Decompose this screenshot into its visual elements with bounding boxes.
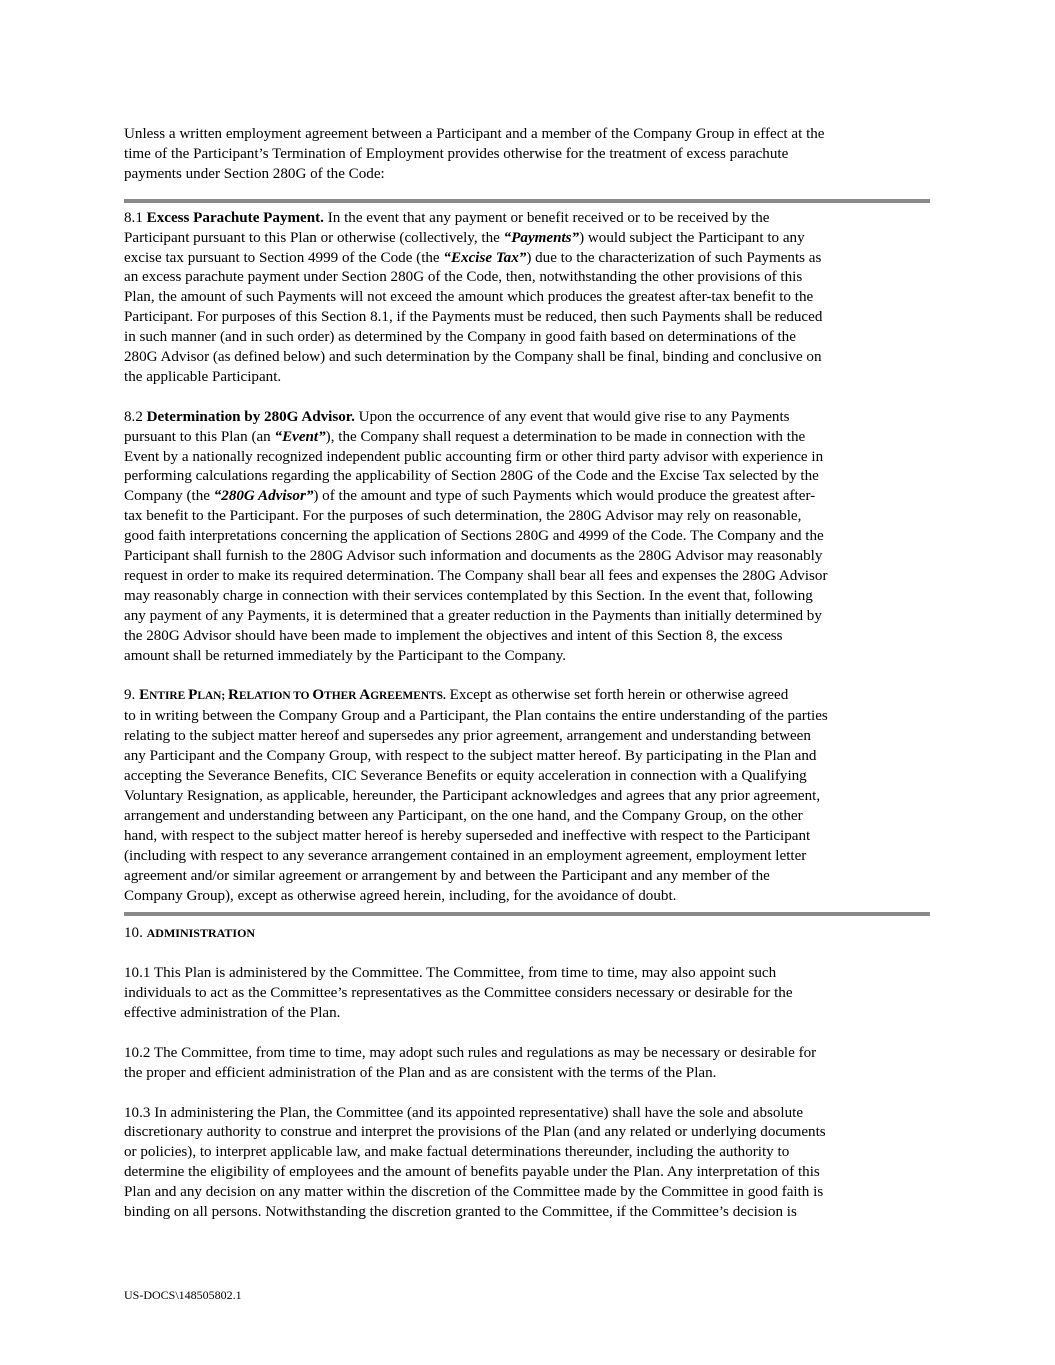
- section-8-1-text: ) due to the characterization of such Payments as an excess parachute payment under Section 280G of the Code, then, notwithstanding the other provisions of this Plan, the amount of such Payments will not exceed the amount which produces the greatest after-tax benefit to the Participant. For purposes of this Section 8.1, if the Payments must be reduced, then such Payments shall be reduced in such manner (and in such order) as determined by the Company in good faith based on determinations of the 280G Advisor (as defined below) and such determination by the Company shall be final, binding and conclusive on the applicable Participant.: [124, 249, 823, 385]
- defined-term-280g-advisor: “280G Advisor”: [213, 488, 314, 505]
- section-8-2-text: ) of the amount and type of such Payments which would produce the greatest after- tax benefit to the Participant. For the purposes of such determination, the 280G Advisor may rely on reasonable, good faith interpretations concerning the application of Sections 280G and 4999 of the Code. The Company and the Participant shall furnish to the 280G Advisor such information and documents as the 280G Advisor may reasonably request in order to make its required determination. The Company shall bear all fees and expenses the 280G Advisor may reasonably charge in connection with their services contemplated by this Section. In the event that, following any payment of any Payments, it is determined that a greater reduction in the Payments than initially determined by the 280G Advisor should have been made to implement the objectives and intent of this Section 8, the excess amount shall be returned immediately by the Participant to the Company.: [124, 488, 828, 664]
- section-8-1-text: ) would subject the Participant to any excise tax pursuant to Section 4999 of the Code (the: [124, 229, 805, 266]
- section-10-3-paragraph: 10.3 In administering the Plan, the Committee (and its appointed representative) shall have the sole and absolute discretionary authority to construe and interpret the provisions of the Plan (and any related or underlying documents or policies), to interpret applicable law, and make factual determinations thereunder, including the authority to determine the eligibility of employees and the amount of benefits payable under the Plan. Any interpretation of this Plan and any decision on any matter within the discretion of the Committee made by the Committee in good faith is binding on all persons. Notwithstanding the discretion granted to the Committee, if the Committee’s decision is: [124, 1104, 826, 1221]
- section-8-2-paragraph: [124, 408, 930, 667]
- section-9-heading: ENTIRE PLAN; RELATION TO OTHER AGREEMENTS.: [139, 687, 446, 704]
- section-8-2-text: ), the Company shall request a determination to be made in connection with the Event by a nationally recognized independent public accounting firm or other third party advisor with experience in performing calculations regarding the applicability of Section 280G of the Code and the Excise Tax selected by the Company (the: [124, 428, 824, 505]
- section-8-2-text: Upon the occurrence of any event that would give rise to any Payments pursuant to this Plan (an: [124, 408, 790, 445]
- section-10-2-paragraph: 10.2 The Committee, from time to time, may adopt such rules and regulations as may be necessary or desirable for the proper and efficient administration of the Plan and as are consistent with the terms of the Plan.: [124, 1044, 817, 1081]
- document-footer-id: US-DOCS\148505802.1: [124, 1288, 242, 1302]
- section-9-number: 9.: [124, 687, 140, 704]
- section-10-1-paragraph: 10.1 This Plan is administered by the Committee. The Committee, from time to time, may also appoint such individuals to act as the Committee’s representatives as the Committee considers necessary or desirable for the effective administration of the Plan.: [124, 965, 793, 1022]
- section-10-heading: ADMINISTRATION: [146, 926, 256, 941]
- section-10-number: 10.: [124, 925, 147, 942]
- defined-term-event: “Event”: [274, 428, 326, 445]
- section-8-1-number: 8.1: [124, 209, 147, 226]
- section-8-1-heading: Excess Parachute Payment.: [146, 209, 324, 226]
- section-10-heading-line: [124, 924, 930, 944]
- intro-paragraph: Unless a written employment agreement between a Participant and a member of the Company Group in effect at the time of the Participant’s Termination of Employment provides otherwise for the treatment of excess parachute payments under Section 280G of the Code:: [124, 126, 825, 182]
- section-8-1-paragraph: [124, 209, 930, 388]
- section-8-2-heading: Determination by 280G Advisor.: [146, 408, 355, 425]
- section-8-1-text: In the event that any payment or benefit received or to be received by the Participant pursuant to this Plan or otherwise (collectively, the: [124, 209, 770, 246]
- document-page: [124, 125, 930, 1223]
- section-9-text: Except as otherwise set forth herein or otherwise agreed to in writing between the Company Group and a Participant, the Plan contains the entire understanding of the parties relating to the subject matter hereof and supersedes any prior agreement, arrangement and understanding between any Participant and the Company Group, with respect to the subject matter hereof. By participating in the Plan and accepting the Severance Benefits, CIC Severance Benefits or equity acceleration in connection with a Qualifying Voluntary Resignation, as applicable, hereunder, the Participant acknowledges and agrees that any prior agreement, arrangement and understanding between any Participant, on the one hand, and the Company Group, on the other hand, with respect to the subject matter hereof is hereby superseded and ineffective with respect to the Participant (including with respect to any severance arrangement contained in an employment agreement, employment letter agreement and/or similar agreement or arrangement by and between the Participant and any member of the Company Group), except as otherwise agreed herein, including, for the avoidance of doubt.: [124, 687, 828, 904]
- section-8-2-number: 8.2: [124, 408, 147, 425]
- defined-term-excise-tax: “Excise Tax”: [443, 249, 527, 266]
- section-9-paragraph: [124, 686, 930, 906]
- defined-term-payments: “Payments”: [503, 229, 580, 246]
